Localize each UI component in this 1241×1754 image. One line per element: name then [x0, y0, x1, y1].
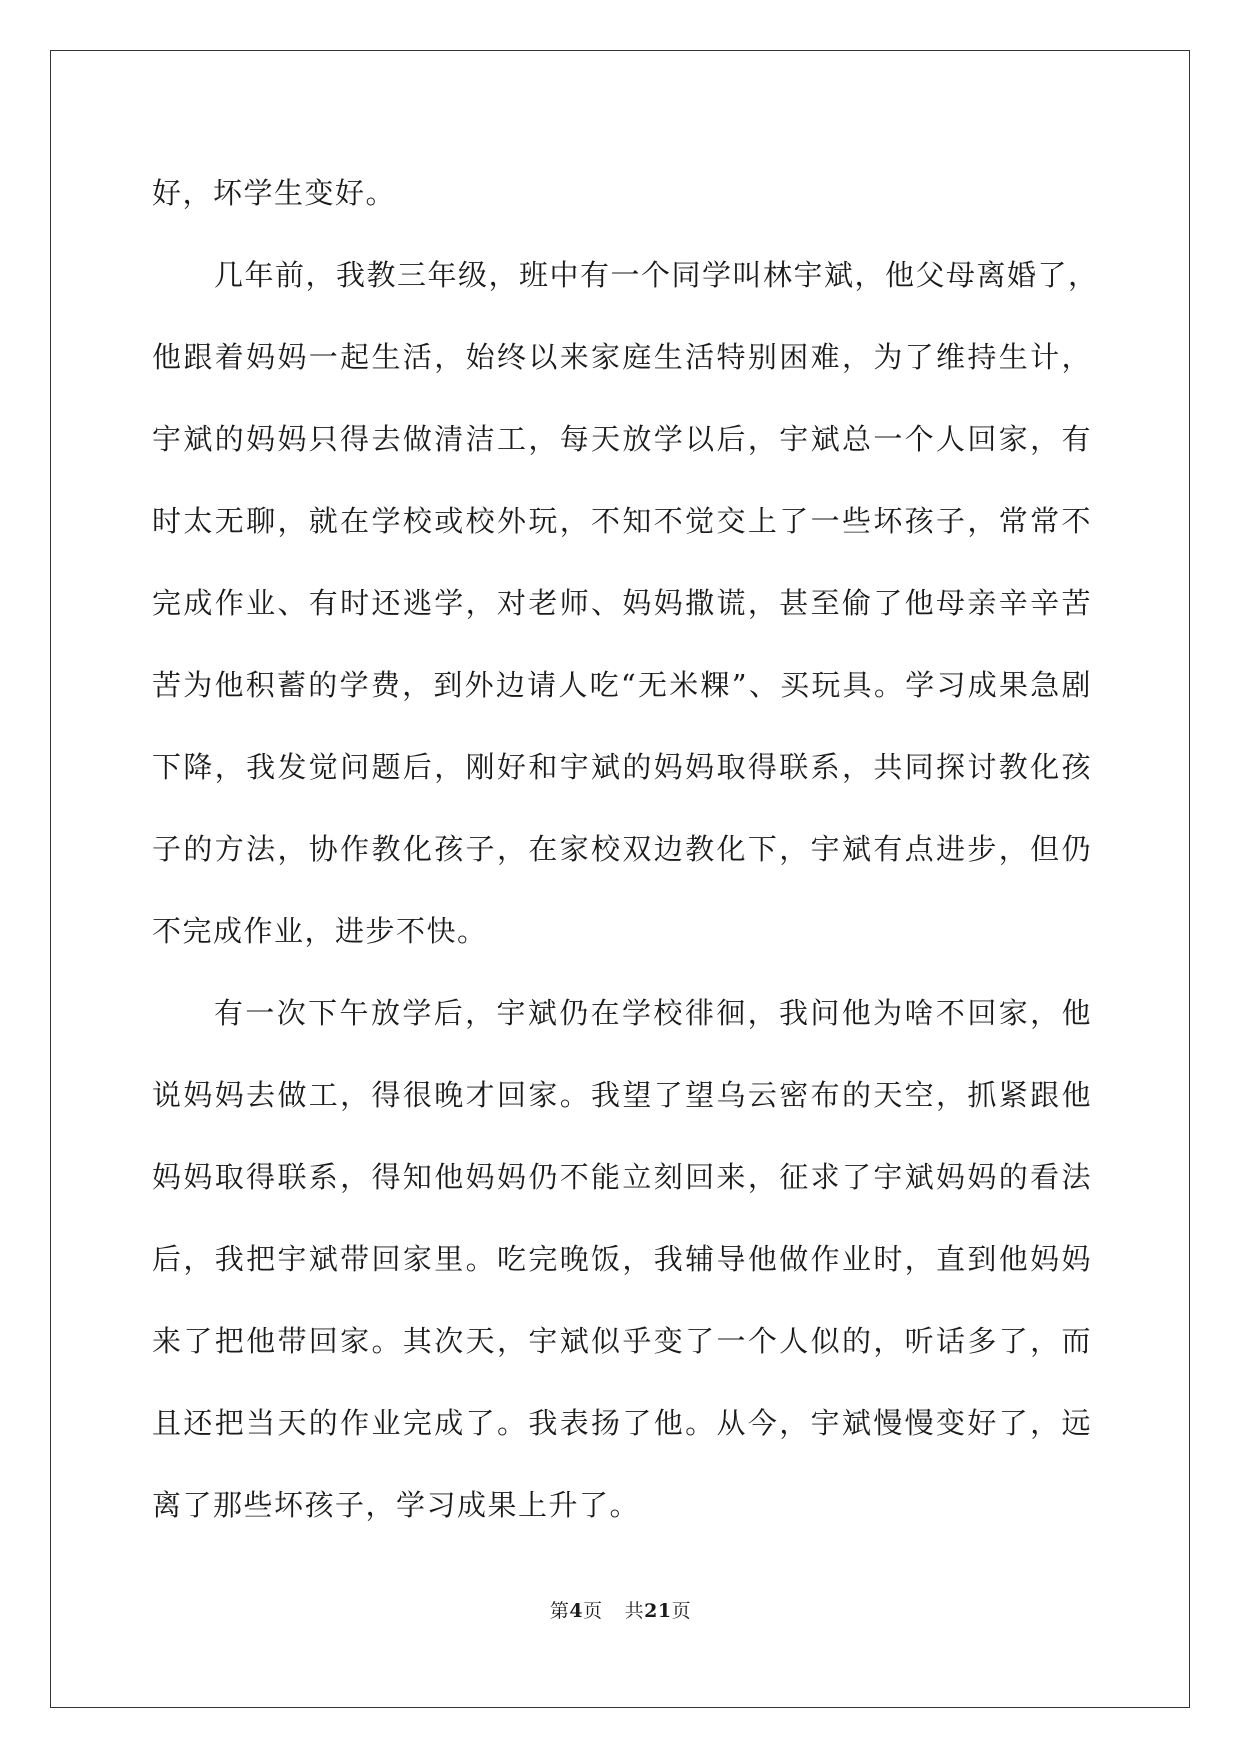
text-line: 说妈妈去做工，得很晚才回家。我望了望乌云密布的天空，抓紧跟他 [152, 1078, 1092, 1112]
total-prefix: 共 [624, 1600, 645, 1622]
text-line: 时太无聊，就在学校或校外玩，不知不觉交上了一些坏孩子，常常不 [152, 504, 1092, 538]
total-suffix: 页 [671, 1600, 692, 1622]
text-line: 宇斌的妈妈只得去做清洁工，每天放学以后，宇斌总一个人回家，有 [152, 422, 1092, 456]
page-footer [0, 1596, 1241, 1623]
text-line: 完成作业、有时还逃学，对老师、妈妈撒谎，甚至偷了他母亲辛辛苦 [152, 586, 1092, 620]
document-body [152, 152, 1099, 1546]
text-line: 下降，我发觉问题后，刚好和宇斌的妈妈取得联系，共同探讨教化孩 [152, 750, 1092, 784]
text-line: 子的方法，协作教化孩子，在家校双边教化下，宇斌有点进步，但仍 [152, 832, 1092, 866]
text-line: 好，坏学生变好。 [152, 176, 397, 210]
text-line: 离了那些坏孩子，学习成果上升了。 [152, 1488, 641, 1522]
total-pages: 21 [644, 1600, 672, 1622]
page-prefix: 第 [549, 1600, 570, 1622]
text-line: 不完成作业，进步不快。 [152, 914, 488, 948]
text-line: 且还把当天的作业完成了。我表扬了他。从今，宇斌慢慢变好了，远 [152, 1406, 1092, 1440]
text-line: 几年前，我教三年级，班中有一个同学叫林宇斌，他父母离婚了， [214, 258, 1099, 292]
text-line: 他跟着妈妈一起生活，始终以来家庭生活特别困难，为了维持生计， [152, 340, 1092, 374]
text-line: 妈妈取得联系，得知他妈妈仍不能立刻回来，征求了宇斌妈妈的看法 [152, 1160, 1092, 1194]
text-line: 苦为他积蓄的学费，到外边请人吃“无米粿”、买玩具。学习成果急剧 [152, 668, 1092, 702]
text-line: 来了把他带回家。其次天，宇斌似乎变了一个人似的，听话多了，而 [152, 1324, 1092, 1358]
page-suffix: 页 [583, 1600, 603, 1622]
text-line: 后，我把宇斌带回家里。吃完晚饭，我辅导他做作业时，直到他妈妈 [152, 1242, 1092, 1276]
text-line: 有一次下午放学后，宇斌仍在学校徘徊，我问他为啥不回家，他 [214, 996, 1092, 1030]
page-number: 4 [569, 1600, 584, 1622]
